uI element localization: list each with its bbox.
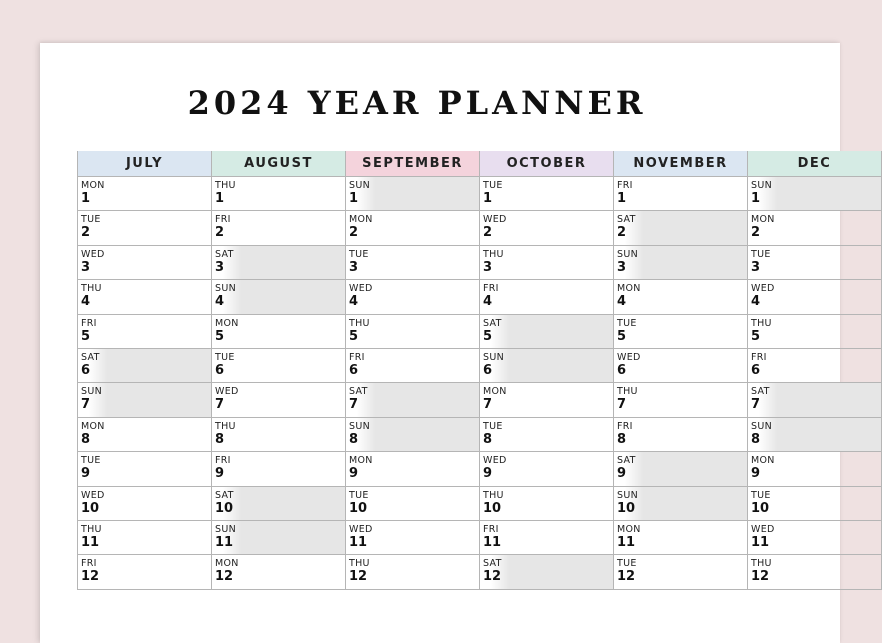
weekday-label: TUE: [81, 455, 101, 467]
day-cell[interactable]: [480, 418, 613, 452]
weekday-label: THU: [215, 180, 236, 191]
day-cell[interactable]: [212, 418, 345, 452]
day-cell[interactable]: [614, 452, 747, 486]
weekday-label: TUE: [617, 558, 637, 570]
weekday-label: SAT: [215, 489, 234, 501]
weekday-label: WED: [617, 351, 641, 363]
day-number: 11: [483, 534, 502, 550]
day-number: 8: [349, 431, 359, 447]
day-cell[interactable]: [212, 177, 345, 211]
day-cell[interactable]: [346, 177, 479, 211]
day-cell[interactable]: [78, 418, 211, 452]
day-number: 9: [483, 466, 493, 482]
weekday-label: SAT: [483, 317, 502, 329]
weekday-label: SUN: [349, 180, 370, 191]
day-number: 6: [349, 362, 359, 378]
day-cell[interactable]: [480, 349, 613, 383]
weekday-label: THU: [751, 558, 772, 570]
day-number: 11: [215, 534, 234, 550]
day-number: 5: [215, 328, 225, 344]
weekday-label: THU: [349, 317, 370, 329]
day-cell[interactable]: [748, 487, 881, 521]
day-cell[interactable]: [346, 383, 479, 417]
day-cell[interactable]: [614, 383, 747, 417]
day-cell[interactable]: [78, 280, 211, 314]
day-number: 5: [617, 328, 627, 344]
weekday-label: FRI: [81, 558, 97, 570]
day-number: 4: [751, 294, 761, 310]
day-number: 5: [751, 328, 761, 344]
day-cell[interactable]: [480, 383, 613, 417]
day-cell[interactable]: [480, 211, 613, 245]
day-number: 12: [483, 569, 502, 585]
weekday-label: MON: [215, 558, 239, 570]
weekday-label: SAT: [617, 455, 636, 467]
day-number: 6: [215, 362, 225, 378]
weekday-label: FRI: [215, 455, 231, 467]
day-cell[interactable]: [614, 280, 747, 314]
day-number: 6: [483, 362, 493, 378]
day-number: 12: [751, 569, 770, 585]
weekday-label: THU: [483, 489, 504, 501]
weekday-label: TUE: [349, 248, 369, 260]
weekday-label: MON: [81, 180, 105, 191]
day-number: 7: [81, 397, 91, 413]
day-number: 12: [215, 569, 234, 585]
day-number: 1: [483, 191, 493, 206]
day-cell[interactable]: [614, 349, 747, 383]
day-number: 7: [617, 397, 627, 413]
day-cell[interactable]: [748, 280, 881, 314]
weekday-label: SAT: [751, 386, 770, 398]
day-cell[interactable]: [614, 211, 747, 245]
day-number: 10: [349, 500, 368, 516]
weekday-label: SUN: [617, 248, 638, 260]
day-cell[interactable]: [614, 555, 747, 589]
day-number: 10: [483, 500, 502, 516]
day-cell[interactable]: [614, 177, 747, 211]
day-cell[interactable]: [480, 487, 613, 521]
calendar-grid: [77, 151, 882, 590]
day-cell[interactable]: [78, 487, 211, 521]
weekday-label: TUE: [215, 351, 235, 363]
day-cell[interactable]: [614, 418, 747, 452]
month-column: [77, 151, 211, 590]
weekday-label: SUN: [751, 420, 772, 432]
day-cell[interactable]: [748, 177, 881, 211]
weekday-label: SUN: [81, 386, 102, 398]
day-number: 9: [349, 466, 359, 482]
day-cell[interactable]: [346, 246, 479, 280]
weekday-label: TUE: [751, 248, 771, 260]
weekday-label: TUE: [751, 489, 771, 501]
weekday-label: MON: [215, 317, 239, 329]
day-cell[interactable]: [346, 521, 479, 555]
day-number: 8: [617, 431, 627, 447]
weekday-label: TUE: [81, 214, 101, 226]
day-number: 10: [215, 500, 234, 516]
day-number: 6: [81, 362, 91, 378]
weekday-label: THU: [349, 558, 370, 570]
weekday-label: SUN: [617, 489, 638, 501]
day-cell[interactable]: [480, 177, 613, 211]
day-cell[interactable]: [78, 177, 211, 211]
weekday-label: TUE: [349, 489, 369, 501]
day-cell[interactable]: [212, 521, 345, 555]
day-cell[interactable]: [212, 280, 345, 314]
day-number: 5: [81, 328, 91, 344]
day-cell[interactable]: [748, 555, 881, 589]
day-cell[interactable]: [748, 521, 881, 555]
day-number: 11: [617, 534, 636, 550]
weekday-label: SAT: [483, 558, 502, 570]
day-cell[interactable]: [614, 521, 747, 555]
day-number: 8: [751, 431, 761, 447]
weekday-label: MON: [617, 283, 641, 295]
day-cell[interactable]: [748, 349, 881, 383]
day-number: 8: [483, 431, 493, 447]
weekday-label: WED: [483, 455, 507, 467]
day-number: 9: [215, 466, 225, 482]
day-cell[interactable]: [212, 315, 345, 349]
day-number: 2: [349, 225, 359, 241]
weekday-label: FRI: [617, 420, 633, 432]
month-column: [479, 151, 613, 590]
day-number: 5: [349, 328, 359, 344]
day-number: 7: [483, 397, 493, 413]
day-number: 4: [349, 294, 359, 310]
month-column: [211, 151, 345, 590]
weekday-label: THU: [81, 283, 102, 295]
page-title: 2024 YEAR PLANNER: [187, 84, 647, 122]
weekday-label: TUE: [483, 180, 503, 191]
day-number: 11: [751, 534, 770, 550]
weekday-label: SAT: [81, 351, 100, 363]
weekday-label: THU: [483, 248, 504, 260]
day-number: 8: [81, 431, 91, 447]
day-number: 1: [215, 191, 225, 206]
weekday-label: MON: [751, 214, 775, 226]
day-number: 10: [617, 500, 636, 516]
day-number: 9: [81, 466, 91, 482]
day-cell[interactable]: [212, 452, 345, 486]
weekday-label: FRI: [349, 351, 365, 363]
weekday-label: SUN: [215, 523, 236, 535]
day-cell[interactable]: [212, 211, 345, 245]
month-header: SEPTEMBER: [346, 151, 479, 177]
weekday-label: WED: [81, 248, 105, 260]
day-cell[interactable]: [480, 246, 613, 280]
day-number: 3: [215, 259, 225, 275]
day-cell[interactable]: [614, 487, 747, 521]
day-cell[interactable]: [212, 555, 345, 589]
weekday-label: FRI: [483, 523, 499, 535]
weekday-label: TUE: [617, 317, 637, 329]
day-number: 10: [751, 500, 770, 516]
day-cell[interactable]: [78, 246, 211, 280]
day-cell[interactable]: [78, 452, 211, 486]
day-number: 4: [483, 294, 493, 310]
day-number: 6: [617, 362, 627, 378]
day-cell[interactable]: [748, 452, 881, 486]
weekday-label: WED: [751, 523, 775, 535]
day-cell[interactable]: [78, 211, 211, 245]
day-number: 7: [215, 397, 225, 413]
day-cell[interactable]: [748, 211, 881, 245]
day-cell[interactable]: [346, 555, 479, 589]
day-number: 12: [81, 569, 100, 585]
weekday-label: SUN: [215, 283, 236, 295]
day-cell[interactable]: [346, 315, 479, 349]
day-cell[interactable]: [346, 487, 479, 521]
day-number: 2: [617, 225, 627, 241]
weekday-label: MON: [349, 455, 373, 467]
weekday-label: WED: [215, 386, 239, 398]
month-header: JULY: [78, 151, 211, 177]
day-number: 10: [81, 500, 100, 516]
day-number: 2: [483, 225, 493, 241]
day-cell[interactable]: [480, 452, 613, 486]
weekday-label: THU: [751, 317, 772, 329]
weekday-label: SAT: [617, 214, 636, 226]
day-number: 7: [349, 397, 359, 413]
weekday-label: THU: [215, 420, 236, 432]
day-number: 4: [617, 294, 627, 310]
weekday-label: MON: [483, 386, 507, 398]
weekday-label: WED: [751, 283, 775, 295]
weekday-label: WED: [81, 489, 105, 501]
weekday-label: FRI: [751, 351, 767, 363]
month-header: OCTOBER: [480, 151, 613, 177]
day-cell[interactable]: [346, 280, 479, 314]
weekday-label: SUN: [349, 420, 370, 432]
weekday-label: SUN: [483, 351, 504, 363]
day-cell[interactable]: [748, 246, 881, 280]
day-number: 2: [751, 225, 761, 241]
month-header: NOVEMBER: [614, 151, 747, 177]
day-cell[interactable]: [480, 555, 613, 589]
day-number: 6: [751, 362, 761, 378]
day-number: 5: [483, 328, 493, 344]
month-column: [613, 151, 747, 590]
day-number: 8: [215, 431, 225, 447]
month-column: [747, 151, 882, 590]
weekday-label: MON: [617, 523, 641, 535]
day-cell[interactable]: [78, 555, 211, 589]
day-cell[interactable]: [78, 521, 211, 555]
day-cell[interactable]: [346, 452, 479, 486]
day-number: 3: [617, 259, 627, 275]
day-number: 12: [349, 569, 368, 585]
weekday-label: WED: [349, 523, 373, 535]
day-number: 1: [349, 191, 359, 206]
day-number: 2: [215, 225, 225, 241]
day-cell[interactable]: [748, 383, 881, 417]
weekday-label: SAT: [215, 248, 234, 260]
day-number: 4: [215, 294, 225, 310]
day-number: 2: [81, 225, 91, 241]
day-number: 1: [617, 191, 627, 206]
weekday-label: THU: [81, 523, 102, 535]
day-cell[interactable]: [212, 349, 345, 383]
weekday-label: MON: [81, 420, 105, 432]
day-number: 11: [349, 534, 368, 550]
day-number: 1: [81, 191, 91, 206]
day-cell[interactable]: [480, 280, 613, 314]
day-cell[interactable]: [346, 418, 479, 452]
day-number: 3: [751, 259, 761, 275]
weekday-label: SUN: [751, 180, 772, 191]
month-header: DEC: [748, 151, 881, 177]
day-cell[interactable]: [212, 246, 345, 280]
day-number: 11: [81, 534, 100, 550]
day-number: 1: [751, 191, 761, 206]
day-cell[interactable]: [480, 315, 613, 349]
day-number: 3: [349, 259, 359, 275]
day-number: 3: [81, 259, 91, 275]
weekday-label: SAT: [349, 386, 368, 398]
day-number: 3: [483, 259, 493, 275]
month-column: [345, 151, 479, 590]
day-cell[interactable]: [748, 315, 881, 349]
day-number: 9: [751, 466, 761, 482]
day-number: 7: [751, 397, 761, 413]
weekday-label: FRI: [215, 214, 231, 226]
weekday-label: WED: [349, 283, 373, 295]
month-header: AUGUST: [212, 151, 345, 177]
day-cell[interactable]: [346, 349, 479, 383]
day-cell[interactable]: [480, 521, 613, 555]
day-cell[interactable]: [346, 211, 479, 245]
weekday-label: FRI: [483, 283, 499, 295]
weekday-label: MON: [751, 455, 775, 467]
day-cell[interactable]: [78, 315, 211, 349]
day-cell[interactable]: [614, 315, 747, 349]
day-cell[interactable]: [748, 418, 881, 452]
day-number: 9: [617, 466, 627, 482]
day-number: 12: [617, 569, 636, 585]
weekday-label: TUE: [483, 420, 503, 432]
day-cell[interactable]: [212, 383, 345, 417]
day-cell[interactable]: [614, 246, 747, 280]
planner-sheet: [40, 43, 840, 643]
weekday-label: THU: [617, 386, 638, 398]
weekday-label: WED: [483, 214, 507, 226]
day-cell[interactable]: [212, 487, 345, 521]
weekday-label: FRI: [617, 180, 633, 191]
day-cell[interactable]: [78, 349, 211, 383]
weekday-label: MON: [349, 214, 373, 226]
weekday-label: FRI: [81, 317, 97, 329]
day-cell[interactable]: [78, 383, 211, 417]
day-number: 4: [81, 294, 91, 310]
